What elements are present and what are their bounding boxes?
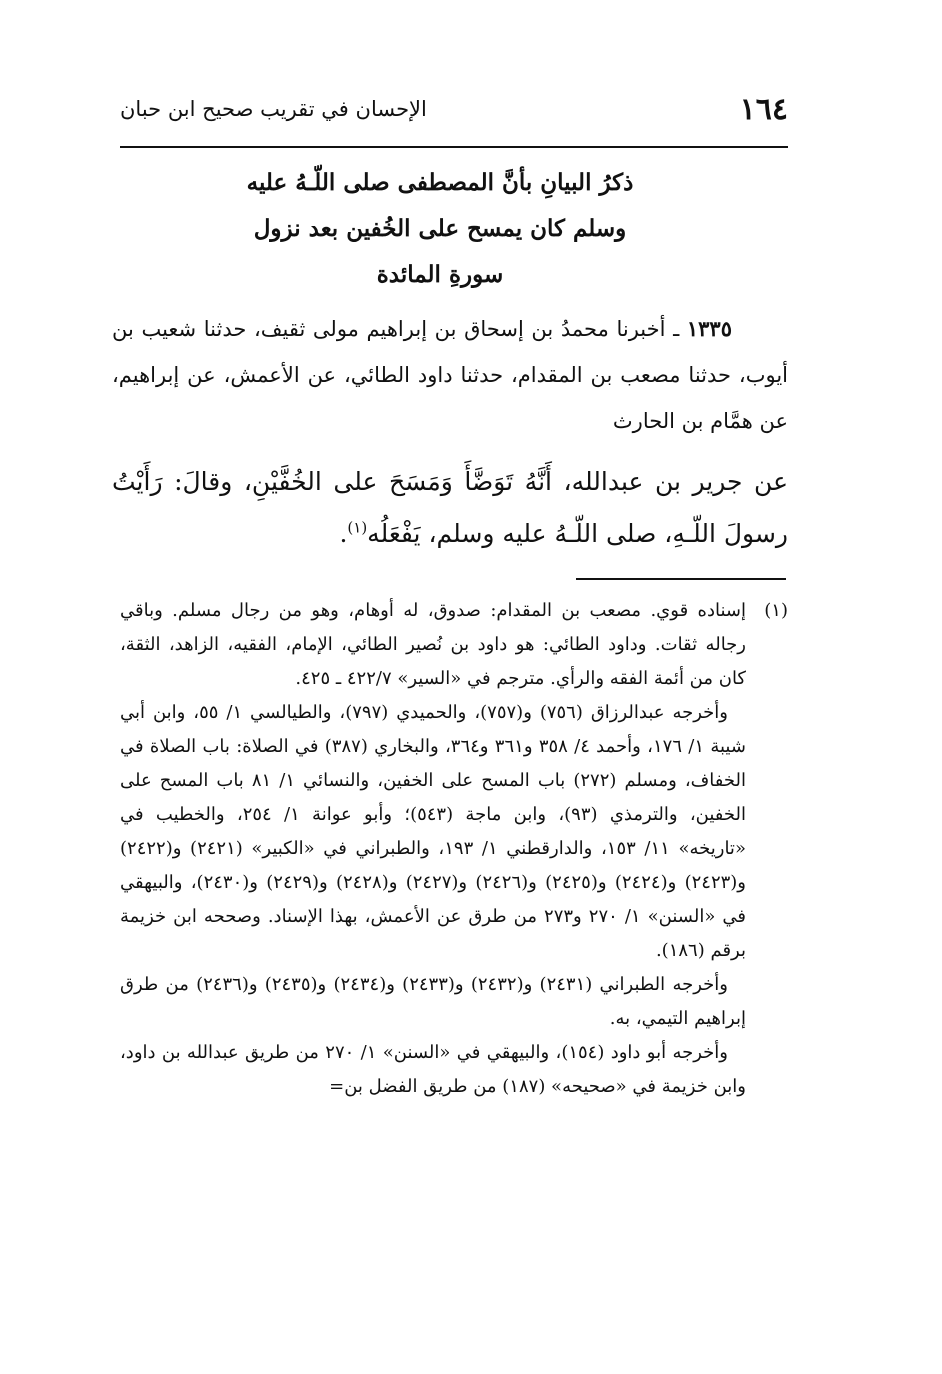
hadith-text (112, 306, 788, 560)
footnote-1 (120, 594, 788, 696)
hadith-isnad (112, 306, 788, 444)
running-header (120, 86, 788, 132)
footnote-reference: (١) (347, 518, 368, 537)
header-rule (120, 146, 788, 148)
heading-line: وسلم كان يمسح على الخُفين بعد نزول (253, 215, 627, 242)
chapter-heading (200, 160, 680, 298)
book-title: الإحسان في تقريب صحيح ابن حبان (120, 97, 427, 121)
matn-text: عن جرير بن عبدالله، أَنَّهُ تَوَضَّأَ وَمَسَحَ على الخُفَّيْنِ، وقالَ: رَأَيْتُ رسولَ اللّـهِ، صلى اللّـهُ عليه وسلم، يَفْعَلُه (112, 467, 788, 548)
footnote-rule (576, 578, 786, 580)
footnotes (120, 594, 788, 1104)
footnote-paragraph: وأخرجه أبو داود (١٥٤)، والبيهقي في «السنن» ١/ ٢٧٠ من طريق عبدالله بن داود، وابن خزيمة في «صحيحه» (١٨٧) من طريق الفضل بن= (120, 1042, 746, 1097)
hadith-matn (112, 456, 788, 560)
footnote-paragraph: وأخرجه الطبراني (٢٤٣١) و(٢٤٣٢) و(٢٤٣٣) و(٢٤٣٤) و(٢٤٣٥) و(٢٤٣٦) من طرق إبراهيم التيمي، به. (120, 974, 746, 1029)
page-number: ١٦٤ (739, 91, 788, 127)
matn-end: . (339, 519, 348, 548)
footnote-paragraph: وأخرجه عبدالرزاق (٧٥٦) و(٧٥٧)، والحميدي (٧٩٧)، والطيالسي ١/ ٥٥، وابن أبي شيبة ١/ ١٧٦، وأحمد ٤/ ٣٥٨ و٣٦١ و٣٦٤، والبخاري (٣٨٧) في الصلاة: باب الصلاة في الخفاف، ومسلم (٢٧٢) باب المسح على الخفين، والنسائي ١/ ٨١ باب المسح على الخفين، والترمذي (٩٣)، وابن ماجة (٥٤٣)؛ وأبو عوانة ١/ ٢٥٤، والخطيب في «تاريخه» ١١/ ١٥٣، والدارقطني ١/ ١٩٣، والطبراني في «الكبير» (٢٤٢١) و(٢٤٢٢) و(٢٤٢٣) و(٢٤٢٤) و(٢٤٢٥) و(٢٤٢٦) و(٢٤٢٧) و(٢٤٢٨) و(٢٤٢٩) و(٢٤٣٠)، والبيهقي في «السنن» ١/ ٢٧٠ و٢٧٣ من طرق عن الأعمش، بهذا الإسناد. وصححه ابن خزيمة برقم (١٨٦). (120, 702, 747, 961)
footnote-label: (١) (764, 600, 788, 621)
heading-line: سورةِ المائدة (376, 261, 504, 288)
footnote-text: إسناده قوي. مصعب بن المقدام: صدوق، له أوهام، وهو من رجال مسلم. وباقي رجاله ثقات. وداود الطائي: هو داود بن نُصير الطائي، الإمام، الفقيه، الزاهد، الثقة، كان من أئمة الفقه والرأي. مترجم في «السير» ٤٢٢/٧ ـ ٤٢٥. (120, 600, 746, 689)
heading-line: ذكرُ البيانِ بأنَّ المصطفى صلى اللّـهُ عليه (246, 169, 634, 196)
hadith-number: ١٣٣٥ (686, 316, 732, 341)
isnad-text: ـ أخبرنا محمدُ بن إسحاق بن إبراهيم مولى ثقيف، حدثنا شعيب بن أيوب، حدثنا مصعب بن المقدام، حدثنا داود الطائي، عن الأعمش، عن إبراهيم، عن همَّام بن الحارث (112, 317, 788, 433)
